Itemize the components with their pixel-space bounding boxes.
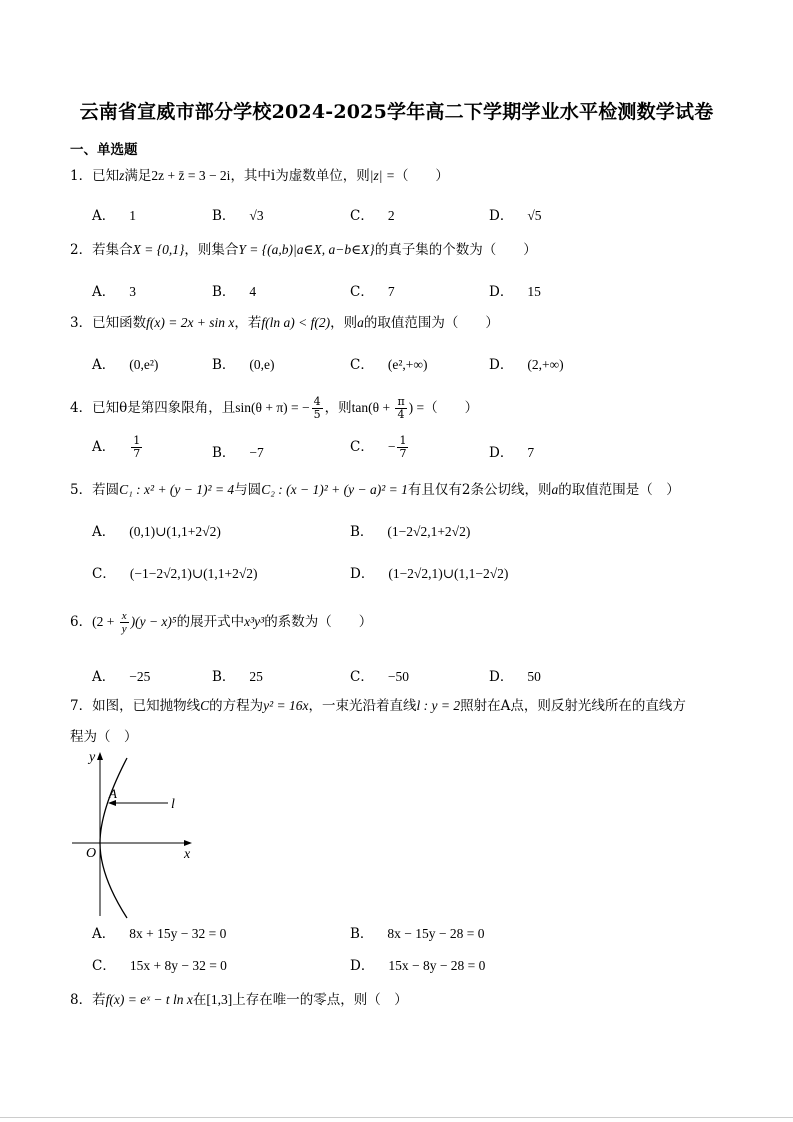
question-text: 的取值范围是（ ） <box>558 482 680 498</box>
y-axis-arrow <box>97 752 103 760</box>
question-text: ，其中i为虚数单位，则 <box>230 168 370 184</box>
option-a: A． −25 <box>92 669 151 685</box>
option-c: C． 2 <box>350 208 395 224</box>
option-b: B． −7 <box>212 445 264 461</box>
math-expression: |z| = <box>369 168 395 183</box>
y-axis-label: y <box>89 750 96 765</box>
math-expression: (2 + <box>92 614 118 629</box>
line-l-label: l <box>171 797 175 812</box>
question-text: 已知θ是第四象限角，且 <box>92 400 236 416</box>
question-3 <box>70 311 499 331</box>
x-axis-label: x <box>184 847 191 862</box>
option-d: D． 50 <box>489 669 541 685</box>
question-number: 6． <box>70 614 93 630</box>
option-b: B． 4 <box>212 284 257 300</box>
page-bottom-divider <box>0 1117 793 1118</box>
math-expression: f(x) = eˣ − t ln x <box>105 992 193 1007</box>
question-text: ，若 <box>234 315 262 331</box>
question-7 <box>70 694 686 714</box>
parabola-figure <box>70 748 195 920</box>
option-b: B． 25 <box>212 669 263 685</box>
question-text: 已知函数 <box>92 315 147 331</box>
question-text: 上存在唯一的零点，则（ ） <box>232 992 408 1008</box>
x-axis-arrow <box>184 840 192 846</box>
fraction: $\frac{x}{y}$ <box>121 610 127 635</box>
option-a: A． 8x + 15y − 32 = 0 <box>92 926 227 942</box>
math-var: C <box>200 698 210 713</box>
math-expression: ) = <box>408 400 425 415</box>
question-number: 7． <box>70 698 93 714</box>
option-a: A． 1 <box>92 208 136 224</box>
math-expression: f(x) = 2x + sin x <box>146 315 235 330</box>
option-d: D． 15 <box>489 284 541 300</box>
section-heading: 一、单选题 <box>70 142 138 158</box>
option-d: D． (1−2√2,1)∪(1,1−2√2) <box>350 566 509 582</box>
fraction: $\frac{\pi}{4}$ <box>397 395 405 421</box>
question-text: 程为（ ） <box>70 729 138 745</box>
question-text: 与圆 <box>234 482 262 498</box>
math-expression: sin(θ + π) = − <box>235 400 310 415</box>
option-a: A． (0,1)∪(1,1+2√2) <box>92 524 221 540</box>
question-6 <box>70 610 372 635</box>
math-var: a <box>551 482 559 497</box>
question-text: ，则 <box>330 315 358 331</box>
math-expression: X = {0,1} <box>132 242 185 257</box>
option-d: D． 7 <box>489 445 535 461</box>
option-c: C． − $\frac{1}{7}$ <box>350 434 407 460</box>
question-text: 有且仅有2条公切线，则 <box>407 482 552 498</box>
option-b: B． √3 <box>212 208 264 224</box>
question-7-line2 <box>70 725 138 745</box>
answer-blank: （ ） <box>424 400 479 416</box>
parabola-curve <box>100 758 127 918</box>
question-text: 若圆 <box>92 482 120 498</box>
math-expression: Y = {(a,b)|a∈X, a−b∈X} <box>238 242 375 257</box>
question-text: 的取值范围为（ ） <box>363 315 499 331</box>
question-text: 若集合 <box>92 242 133 258</box>
option-c: C． −50 <box>350 669 409 685</box>
question-text: 照射在A点，则反射光线所在的直线方 <box>460 698 686 714</box>
question-text: ，则 <box>324 400 352 416</box>
question-text: 如图，已知抛物线 <box>92 698 201 714</box>
option-a: A． $\frac{1}{7}$ <box>92 434 141 460</box>
option-b: B． (1−2√2,1+2√2) <box>350 524 471 540</box>
question-5 <box>70 478 680 498</box>
question-number: 5． <box>70 482 93 498</box>
option-d: D． √5 <box>489 208 542 224</box>
question-number: 1． <box>70 168 93 184</box>
question-text: ，则集合 <box>184 242 239 258</box>
option-c: C． 15x + 8y − 32 = 0 <box>92 958 227 974</box>
question-number: 3． <box>70 315 93 331</box>
question-8 <box>70 988 408 1008</box>
math-expression: x³y³ <box>244 614 265 629</box>
option-c: C． 7 <box>350 284 395 300</box>
question-text: 已知 <box>92 168 120 184</box>
option-d: D． (2,+∞) <box>489 357 564 373</box>
question-text: 的方程为 <box>209 698 264 714</box>
fraction: $\frac{4}{5}$ <box>313 395 321 421</box>
option-b: B． (0,e) <box>212 357 275 373</box>
option-c: C． (−1−2√2,1)∪(1,1+2√2) <box>92 566 258 582</box>
math-var: a <box>357 315 364 330</box>
answer-blank: （ ） <box>394 168 449 184</box>
math-expression: )(y − x)⁵ <box>130 614 177 629</box>
question-text: 在 <box>192 992 207 1008</box>
question-text: 的系数为（ ） <box>264 614 373 630</box>
math-expression: 2z + z̄ = 3 − 2i <box>151 168 231 183</box>
question-4 <box>70 396 478 421</box>
math-expression: C₁ : x² + (y − 1)² = 4 <box>119 482 235 497</box>
question-text: 的真子集的个数为（ ） <box>374 242 537 258</box>
option-a: A． (0,e²) <box>92 357 159 373</box>
option-b: B． 8x − 15y − 28 = 0 <box>350 926 485 942</box>
option-a: A． 3 <box>92 284 136 300</box>
question-number: 8． <box>70 992 93 1008</box>
math-var: z <box>119 168 125 183</box>
origin-label: O <box>86 846 97 861</box>
option-d: D． 15x − 8y − 28 = 0 <box>350 958 486 974</box>
math-expression: f(ln a) < f(2) <box>261 315 331 330</box>
math-expression: l : y = 2 <box>416 698 461 713</box>
math-expression: [1,3] <box>206 992 233 1007</box>
question-number: 2． <box>70 242 93 258</box>
page-title: 云南省宣威市部分学校2024-2025学年高二下学期学业水平检测数学试卷 <box>79 101 714 123</box>
option-c: C． (e²,+∞) <box>350 357 428 373</box>
question-2 <box>70 238 537 258</box>
question-number: 4． <box>70 400 93 416</box>
math-expression: C₂ : (x − 1)² + (y − a)² = 1 <box>261 482 408 497</box>
question-text: ，一束光沿着直线 <box>308 698 417 714</box>
question-1 <box>70 164 449 184</box>
question-text: 满足 <box>124 168 152 184</box>
question-text: 若 <box>92 992 106 1008</box>
math-expression: y² = 16x <box>263 698 309 713</box>
question-text: 的展开式中 <box>176 614 245 630</box>
point-a-label: A <box>109 786 117 801</box>
math-expression: tan(θ + <box>351 400 394 415</box>
